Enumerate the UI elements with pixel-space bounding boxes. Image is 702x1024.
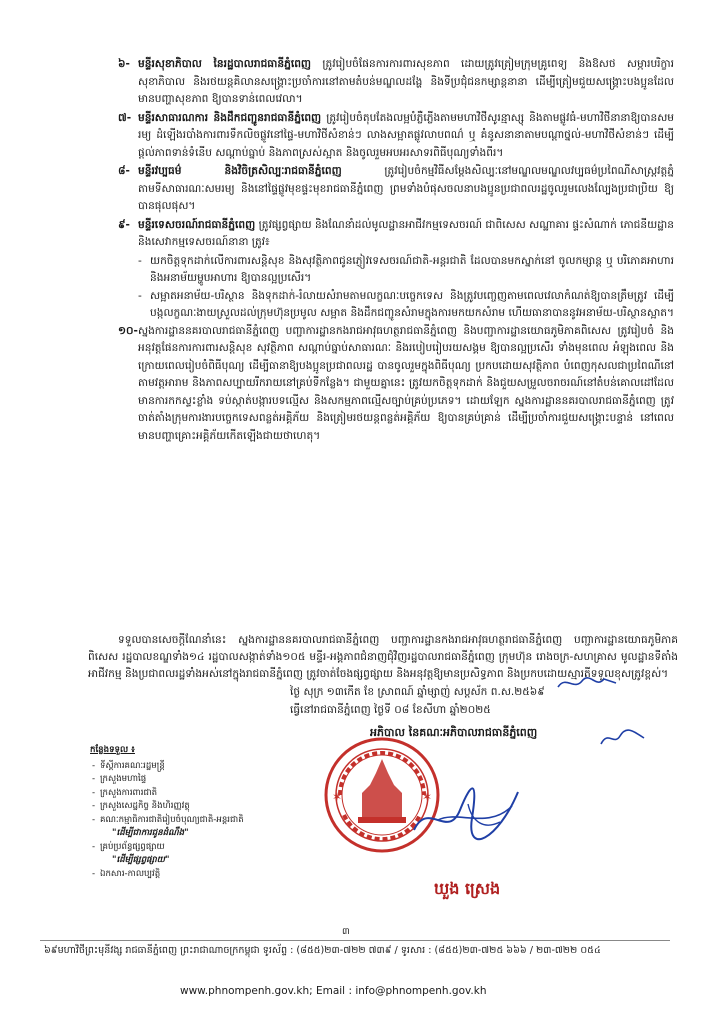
page-number: ៣ bbox=[342, 927, 350, 937]
footer-address: ៦៩មហាវិថីព្រះមុនីវង្ស រាជធានីភ្នំពេញ ព្រះរាជាណាចក្រកម្ពុជា ទូរស័ព្ទ : (៨៥៥)២៣-៧២២ ៧៣៩ / ទូរសារ : (៨៥៥)២៣-៧២៥ ៦៦៦ / ២៣-៧២២ ០៥៤ bbox=[44, 945, 601, 956]
item-8-text: ត្រូវរៀបចំកម្មវិធីសម្ដែងសិល្បៈនៅមណ្ឌលមណ្ឌលវប្បធម៌ប្រពៃណីសាស្ត្រវត្តភ្នំ តាមទីសាធារណៈសមរម្យ និងនៅផ្ទៃផ្លូវមុខផ្ទះមុខរាជធានីភ្នំពេញ ព្រមទាំងបំផុសចលនាបងប្អូនប្រជាពលរដ្ឋចូលរួមលេងល្បែងប្រជាប្រិយ ឱ្យបានផុលផុស។ bbox=[138, 165, 674, 212]
item-7-text: ត្រូវរៀបចំតុបតែងលម្អបំភ្លឺភ្លើងតាមមហាវិថីសូរន្មាស្សុ និងតាមផ្លូវធំ-មហាវិថីនានាឱ្យបានសមរម្យ ដំឡើងរបាំងការពារទឹកលិចផ្លូវនៅផ្ទៃ-មហាវិថីសំខាន់ៗ លាងសម្អាតផ្លូវលាបពណ៌ ឬ គំនូសនានាតាមបណ្ដាថ្នល់-មហាវិថីសំខាន់ៗ ដើម្បីផ្ដល់ភាពទាន់ទំនើប សណ្ដាប់ធ្នាប់ និងភាពស្រស់ស្អាត និងចូលរួមអបអរសាទរពិធីបុណ្យទាំងពីរ។ bbox=[138, 111, 674, 159]
date-lunar: ថ្ងៃ សុក្រ ១៣កើត ខែ ស្រាពណ៍ ឆ្នាំម្សាញ់ សប្ដស័ក ព.ស.២៥៦៩ bbox=[290, 686, 545, 698]
numbered-items bbox=[0, 56, 702, 446]
recipient-item: - ក្រសួងសេដ្ឋកិច្ច និងហិរញ្ញវត្ថុ bbox=[90, 800, 250, 814]
item-8-head: មន្ទីរវប្បធម៌ និងវិចិត្រសិល្បៈរាជធានីភ្នំពេញ bbox=[138, 165, 342, 177]
item-8-label: ៨- bbox=[118, 165, 130, 177]
signatory-title: អភិបាល នៃគណៈអភិបាលរាជធានីភ្នំពេញ bbox=[370, 726, 538, 739]
item-6-head: មន្ទីរសុខាភិបាល នៃរដ្ឋបាលរាជធានីភ្នំពេញ bbox=[138, 58, 312, 70]
recipients-title: កន្លែងទទួល ៖ bbox=[90, 745, 135, 755]
item-9-text: ត្រូវផ្សព្វផ្សាយ និងណែនាំដល់មូលដ្ឋានអាជីវកម្មទេសចរណ៍ ជាពិសេស សណ្ឋាគារ ផ្ទះសំណាក់ ភោជនីយដ្ឋាន និងសេវាកម្មទេសចរណ៍នានា ត្រូវ៖ bbox=[138, 218, 674, 248]
item-8 bbox=[0, 163, 702, 216]
closing-paragraph: ទទួលបានសេចក្ដីណែនាំនេះ ស្នងការដ្ឋាននគរបាលរាជធានីភ្នំពេញ បញ្ជាការដ្ឋានកងរាជអាវុធហត្ថរាជធានីភ្នំពេញ បញ្ជាការដ្ឋានយោធភូមិភាគពិសេស រដ្ឋបាលខណ្ឌទាំង១៤ រដ្ឋបាលសង្កាត់ទាំង១០៥ មន្ទីរ-អង្គភាពជំនាញជុំវិញរដ្ឋបាលរាជធានីភ្នំពេញ ក្រុមហ៊ុន រោងចក្រ-សហគ្រាស មូលដ្ឋានទីតាំងអាជីវកម្ម និងប្រជាពលរដ្ឋទាំងអស់នៅក្នុងរាជធានីភ្នំពេញ ត្រូវចាត់ចែងផ្សព្វផ្សាយ និងអនុវត្តឱ្យមានប្រសិទ្ធភាព និងប្រកបដោយស្មារតីទទួលខុសត្រូវខ្ពស់។ bbox=[88, 634, 678, 681]
recipient-item: - ឯកសារ-កាលប្បវត្តិ bbox=[90, 868, 250, 882]
item-6-text: ត្រូវរៀបចំផែនការការពារសុខភាព ដោយត្រូវត្រៀមក្រុមគ្រូពេទ្យ និងឱសថ សម្ភារបរិក្ខារសុខាភិបាល និងរថយន្តគិលានសង្គ្រោះប្រចាំការនៅតាមតំបន់មណ្ឌលដង្ហែ និងទីប្រជុំជនកម្សាន្តនានា ដើម្បីត្រៀមជួយសង្គ្រោះបងប្អូនដែលមានបញ្ហាសុខភាព ឱ្យបានទាន់ពេលវេលា។ bbox=[138, 58, 674, 105]
item-9-sub-2: - សម្អាតអនាម័យ-បរិស្ថាន និងទុកដាក់-រំលាយសំរាមតាមលក្ខណៈបច្ចេកទេស និងត្រូវបញ្ចេញតាមពេលវេលាកំណត់ឱ្យបានត្រឹមត្រូវ ដើម្បីបង្កលក្ខណៈងាយស្រួលដល់ក្រុមហ៊ុនប្រមូល សម្អាត និងដឹកជញ្ជូនសំរាមក្នុងការមកយកសំរាម ហើយធានាបាននូវអនាម័យ-បរិស្ថានស្អាត។ bbox=[138, 288, 674, 323]
item-10-text: ស្នងការដ្ឋាននគរបាលរាជធានីភ្នំពេញ បញ្ជាការដ្ឋានកងរាជអាវុធហត្ថរាជធានីភ្នំពេញ និងបញ្ជាការដ្ឋានយោធភូមិភាគពិសេស ត្រូវរៀបចំ និងអនុវត្តផែនការការពារសន្តិសុខ សុវត្ថិភាព សណ្ដាប់ធ្នាប់សាធារណៈ និងរបៀបរៀបរយសង្គម ឱ្យបានល្អប្រសើរ ទាំងមុនពេល អំឡុងពេល និងក្រោយពេលរៀបចំពិធីបុណ្យ ដើម្បីធានាឱ្យបងប្អូនប្រជាពលរដ្ឋ បានចូលរួមក្នុងពិធីបុណ្យ ប្រកបដោយសុវត្ថិភាព បំពេញកុសលជាប្រពៃណីនៅតាមវត្តអារាម និងភាពសប្បាយរីករាយនៅគ្រប់ទីកន្លែង។ ជាមួយគ្នានេះ ត្រូវយកចិត្តទុកដាក់ និងជួយសម្រួលចរាចរណ៍នៅតំបន់គោលដៅដែលមានការកកស្ទះខ្លាំង ទប់ស្កាត់បង្ការបទល្មើស និងសកម្មភាពល្មើសច្បាប់គ្រប់ប្រភេទ។ ដោយឡែក ស្នងការដ្ឋាននគរបាលរាជធានីភ្នំពេញ ត្រូវចាត់តាំងក្រុមការងារបច្ចេកទេសពន្លត់អគ្គិភ័យ និងត្រៀមរថយន្តពន្លត់អគ្គិភ័យ ឱ្យបានគ្រប់គ្រាន់ ដើម្បីប្រចាំការជួយសង្គ្រោះបន្ទាន់ នៅពេលមានបញ្ហាគ្រោះអគ្គិភ័យកើតឡើងជាយថាហេតុ។ bbox=[138, 324, 674, 442]
item-9-sub-1-text: យកចិត្តទុកដាក់លើការពារសន្តិសុខ និងសុវត្ថិភាពជូនភ្ញៀវទេសចរណ៍ជាតិ-អន្តរជាតិ ដែលបានមកស្នាក់នៅ ចូលកម្សាន្ត ឬ បរិភោគអាហារ និងអនាម័យម្ហូបអាហារ ឱ្យបានល្អប្រសើរ។ bbox=[150, 254, 674, 284]
footer-divider bbox=[40, 940, 670, 941]
item-7-head: មន្ទីរសាធារណការ និងដឹកជញ្ជូនរាជធានីភ្នំពេញ bbox=[138, 111, 322, 124]
date-solar: ធ្វើនៅរាជធានីភ្នំពេញ ថ្ងៃទី ០៨ ខែសីហា ឆ្នាំ២០២៥ bbox=[290, 704, 491, 716]
recipients-note-info: "ដើម្បីជាការជូនដំណឹង" bbox=[112, 828, 189, 838]
recipient-item: - ក្រសួងការពារជាតិ bbox=[90, 787, 250, 801]
item-9-sub-2-text: សម្អាតអនាម័យ-បរិស្ថាន និងទុកដាក់-រំលាយសំរាមតាមលក្ខណៈបច្ចេកទេស និងត្រូវបញ្ចេញតាមពេលវេលាកំណត់ឱ្យបានត្រឹមត្រូវ ដើម្បីបង្កលក្ខណៈងាយស្រួលដល់ក្រុមហ៊ុនប្រមូល សម្អាត និងដឹកជញ្ជូនសំរាមក្នុងការមកយកសំរាម ហើយធានាបាននូវអនាម័យ-បរិស្ថានស្អាត។ bbox=[150, 289, 674, 319]
footer-web-email: www.phnompenh.gov.kh; Email : info@phnompenh.gov.kh bbox=[180, 985, 487, 997]
svg-text:✶: ✶ bbox=[422, 790, 433, 804]
item-6-label: ៦- bbox=[118, 58, 130, 70]
signer-name: ឃួង ស្រេង bbox=[434, 879, 501, 898]
item-9-head: មន្ទីរទេសចរណ៍រាជធានីភ្នំពេញ bbox=[138, 218, 256, 231]
recipients-note-publish: "ដើម្បីផ្សព្វផ្សាយ" bbox=[112, 855, 170, 865]
recipient-item: - ទីស្ដីការគណៈរដ្ឋមន្ត្រី bbox=[90, 760, 250, 774]
recipient-item: - គ្រប់ប្រព័ន្ធផ្សព្វផ្សាយ bbox=[90, 841, 250, 855]
item-10 bbox=[0, 323, 702, 446]
title-handwriting-mark bbox=[598, 726, 648, 750]
item-9 bbox=[0, 217, 702, 252]
svg-text:✶: ✶ bbox=[332, 790, 343, 804]
recipient-item: - គណៈកម្មាធិការជាតិរៀបចំបុណ្យជាតិ-អន្តរជាតិ bbox=[90, 814, 250, 828]
item-9-label: ៩- bbox=[118, 218, 130, 231]
item-9-sub-1: - យកចិត្តទុកដាក់លើការពារសន្តិសុខ និងសុវត្ថិភាពជូនភ្ញៀវទេសចរណ៍ជាតិ-អន្តរជាតិ ដែលបានមកស្នាក់នៅ ចូលកម្សាន្ត ឬ បរិភោគអាហារ និងអនាម័យម្ហូបអាហារ ឱ្យបានល្អប្រសើរ។ bbox=[138, 253, 674, 288]
item-7 bbox=[0, 110, 702, 163]
recipients-block bbox=[90, 744, 250, 881]
signature bbox=[408, 770, 528, 850]
item-6 bbox=[0, 56, 702, 109]
item-7-label: ៧- bbox=[118, 111, 132, 124]
recipient-item: - ក្រសួងមហាផ្ទៃ bbox=[90, 773, 250, 787]
item-10-label: ១០- bbox=[118, 324, 138, 337]
handwritten-initial-mark bbox=[556, 673, 620, 693]
